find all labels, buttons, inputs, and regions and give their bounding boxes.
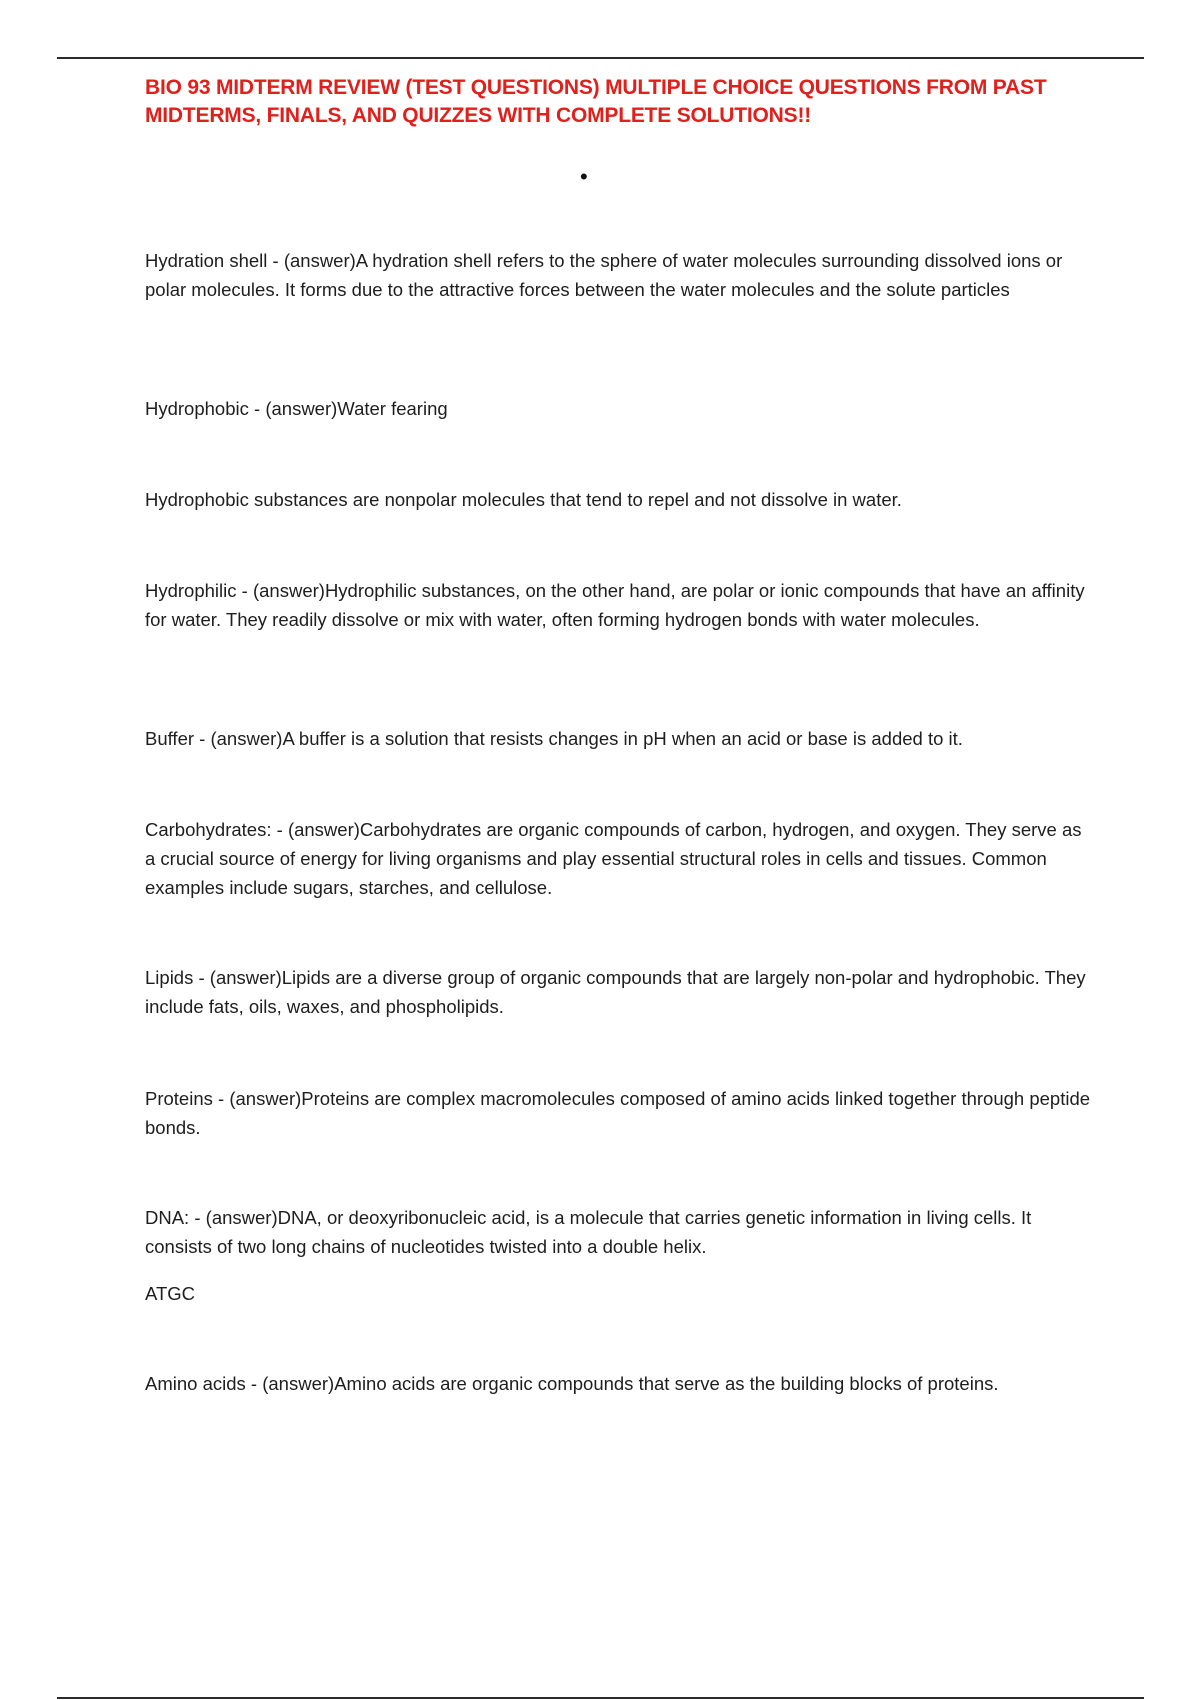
entry-separator: - bbox=[193, 967, 210, 988]
page-title: BIO 93 MIDTERM REVIEW (TEST QUESTIONS) MULTIPLE CHOICE QUESTIONS FROM PAST MIDTERMS, FINALS, AND QUIZZES WITH COMPLETE SOLUTIONS!! bbox=[145, 76, 1047, 127]
entry-separator: - bbox=[245, 1373, 263, 1394]
answer-tag: (answer) bbox=[209, 967, 282, 988]
answer-tag: (answer) bbox=[287, 819, 360, 840]
entry-term: Carbohydrates: bbox=[145, 819, 272, 840]
statement-hydrophobic-substances: Hydrophobic substances are nonpolar molecules that tend to repel and not dissolve in water. bbox=[145, 489, 902, 510]
entry-term: Buffer bbox=[145, 728, 195, 749]
entry-separator: - bbox=[271, 819, 288, 840]
entry-term: Hydration shell bbox=[145, 250, 268, 271]
entry-answer: Carbohydrates are organic compounds of carbon, hydrogen, and oxygen. They serve as a crucial source of energy for living organisms and play essential structural roles in cells and tissues. Common examples include sugars, starches, and cellulose. bbox=[145, 819, 1082, 898]
entry-separator: - bbox=[212, 1088, 230, 1109]
entry-term: Lipids bbox=[145, 967, 194, 988]
qa-entry-proteins bbox=[145, 1084, 1095, 1142]
qa-entry-lipids bbox=[145, 963, 1095, 1021]
qa-entry-buffer bbox=[145, 724, 1095, 753]
answer-tag: (answer) bbox=[265, 398, 338, 419]
entry-separator: - bbox=[189, 1207, 206, 1228]
dna-bases-text: ATGC bbox=[145, 1283, 196, 1304]
answer-tag: (answer) bbox=[262, 1373, 335, 1394]
entry-answer: DNA, or deoxyribonucleic acid, is a molecule that carries genetic information in living cells. It consists of two long chains of nucleotides twisted into a double helix. bbox=[145, 1207, 1032, 1257]
qa-entry-hydrophilic bbox=[145, 576, 1095, 634]
qa-entry-amino-acids bbox=[145, 1369, 1095, 1398]
bullet-point: • bbox=[580, 164, 588, 189]
top-rule bbox=[57, 57, 1144, 59]
entry-term: Hydrophilic bbox=[145, 580, 237, 601]
answer-tag: (answer) bbox=[229, 1088, 302, 1109]
entry-term: Hydrophobic bbox=[145, 398, 249, 419]
qa-entry-carbohydrates bbox=[145, 815, 1095, 902]
entry-term: Proteins bbox=[145, 1088, 213, 1109]
entry-answer: Lipids are a diverse group of organic compounds that are largely non-polar and hydrophobic. They include fats, oils, waxes, and phospholipids. bbox=[145, 967, 1086, 1017]
entry-term: DNA: bbox=[145, 1207, 190, 1228]
bottom-rule bbox=[57, 1697, 1144, 1699]
entry-answer: A buffer is a solution that resists changes in pH when an acid or base is added to it. bbox=[282, 728, 963, 749]
entry-separator: - bbox=[236, 580, 253, 601]
answer-tag: (answer) bbox=[205, 1207, 278, 1228]
entry-answer: A hydration shell refers to the sphere of water molecules surrounding dissolved ions or polar molecules. It forms due to the attractive forces between the water molecules and the solute particles bbox=[145, 250, 1063, 300]
entry-separator: - bbox=[267, 250, 284, 271]
entry-answer: Proteins are complex macromolecules composed of amino acids linked together through peptide bonds. bbox=[145, 1088, 1091, 1138]
entry-answer: Amino acids are organic compounds that serve as the building blocks of proteins. bbox=[334, 1373, 999, 1394]
entry-term: Amino acids bbox=[145, 1373, 246, 1394]
qa-entry-hydration-shell bbox=[145, 246, 1095, 304]
entry-answer: Hydrophilic substances, on the other hand, are polar or ionic compounds that have an affinity for water. They readily dissolve or mix with water, often forming hydrogen bonds with water molecules. bbox=[145, 580, 1085, 630]
qa-entry-dna bbox=[145, 1203, 1095, 1261]
entry-answer: Water fearing bbox=[337, 398, 448, 419]
answer-tag: (answer) bbox=[210, 728, 283, 749]
entry-separator: - bbox=[194, 728, 211, 749]
answer-tag: (answer) bbox=[252, 580, 325, 601]
qa-entry-hydrophobic bbox=[145, 394, 1095, 423]
entry-separator: - bbox=[248, 398, 266, 419]
answer-tag: (answer) bbox=[283, 250, 356, 271]
